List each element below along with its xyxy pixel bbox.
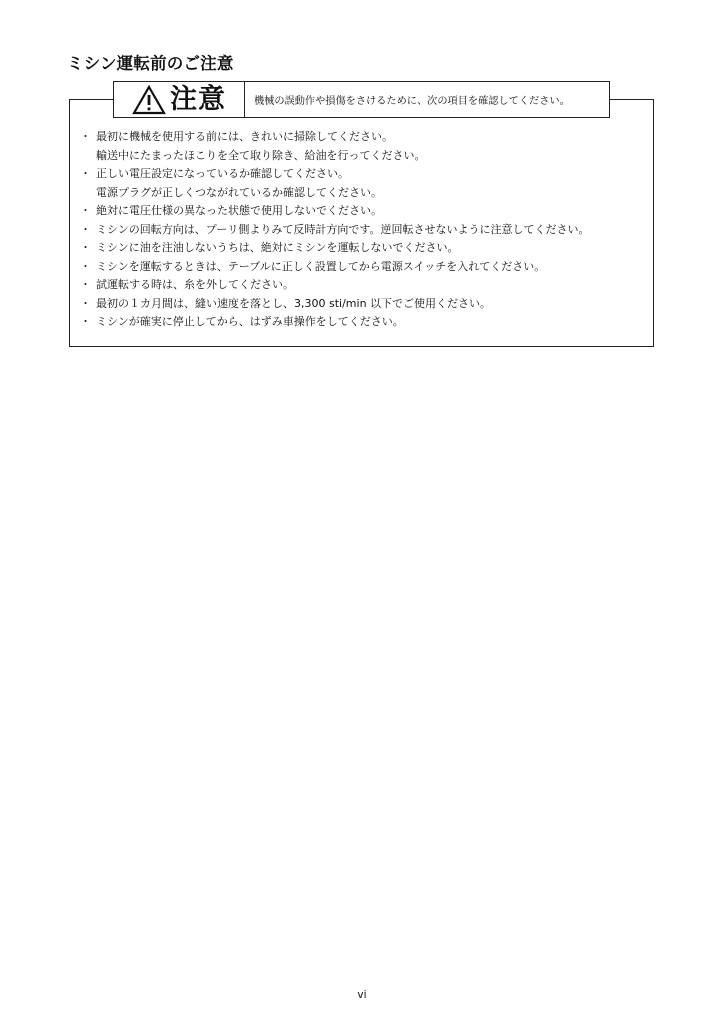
bullet: ・ — [80, 259, 91, 273]
list-item — [80, 295, 650, 314]
list-item — [80, 165, 650, 202]
list-item-text: ミシンに油を注油しないうちは、絶対にミシンを運転しないでください。 — [96, 241, 459, 254]
caution-list — [80, 128, 650, 332]
warning-triangle-icon — [132, 85, 166, 115]
bullet: ・ — [80, 241, 91, 254]
list-item-text: ミシンが確実に停止してから、はずみ車操作をしてください。 — [96, 315, 404, 328]
list-item-text: ミシンを運転するときは、テーブルに正しく設置してから電源スイッチを入れてください。 — [96, 259, 546, 273]
caution-label: 注意 — [170, 84, 226, 115]
list-item-text: 最初に機械を使用する前には、きれいに掃除してください。 輸送中にたまったほこりを全て取り除き、給油を行ってください。 — [96, 130, 426, 162]
list-item — [80, 221, 650, 240]
bullet: ・ — [80, 315, 91, 328]
list-item — [80, 202, 650, 221]
list-item-text: 最初の１カ月間は、縫い速度を落とし、3,300 sti/min 以下でご使用ください。 — [96, 296, 492, 310]
list-item-text: 正しい電圧設定になっているか確認してください。 電源プラグが正しくつながれているか確認してください。 — [96, 167, 382, 199]
bullet: ・ — [80, 130, 91, 143]
list-item — [80, 239, 650, 258]
list-item — [80, 128, 650, 165]
bullet: ・ — [80, 167, 91, 180]
bullet: ・ — [80, 296, 91, 310]
page-number: vi — [357, 989, 367, 1001]
list-item — [80, 313, 650, 332]
list-item — [80, 276, 650, 295]
list-item — [80, 258, 650, 277]
caution-label-cell — [114, 82, 245, 117]
list-item-text: 試運転する時は、糸を外してください。 — [96, 278, 294, 291]
caution-note: 機械の誤動作や損傷をさけるために、次の項目を確認してください。 — [254, 96, 570, 107]
bullet: ・ — [80, 204, 91, 217]
list-item-text: 絶対に電圧仕様の異なった状態で使用しないでください。 — [96, 204, 382, 217]
caution-header — [113, 81, 610, 118]
bullet: ・ — [80, 222, 91, 236]
page-title: ミシン運転前のご注意 — [67, 54, 234, 73]
bullet: ・ — [80, 278, 91, 291]
list-item-text: ミシンの回転方向は、プーリ側よりみて反時計方向です。逆回転させないように注意してください。 — [96, 222, 590, 236]
